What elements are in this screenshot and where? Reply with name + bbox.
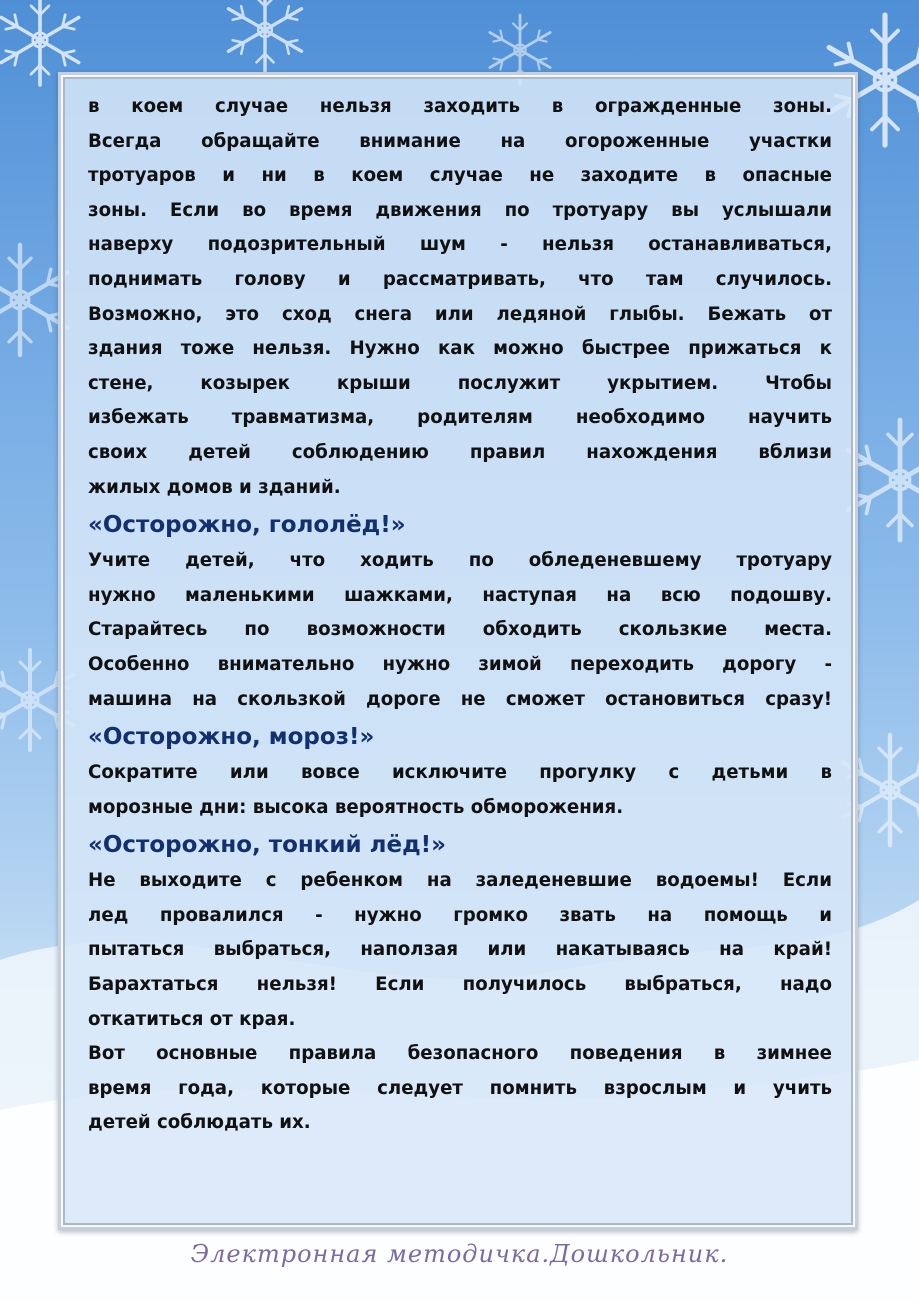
text-line: здания тоже нельзя. Нужно как можно быстрее прижаться к — [88, 338, 832, 360]
text-line: Вот основные правила безопасного поведения в зимнее — [88, 1043, 832, 1065]
text-line: Барахтаться нельзя! Если получилось выбраться, надо — [88, 974, 832, 996]
text-line: откатиться от края. — [88, 1008, 296, 1030]
section-thin-ice-paragraph — [88, 864, 832, 1037]
text-line: Не выходите с ребенком на заледеневшие водоемы! Если — [88, 870, 832, 892]
text-line: стене, козырек крыши послужит укрытием. Чтобы — [88, 372, 832, 394]
text-line: нужно маленькими шажками, наступая на всю подошву. — [88, 584, 832, 606]
text-line: машина на скользкой дороге не сможет остановиться сразу! — [88, 688, 832, 710]
footer-caption: Электронная методичка.Дошкольник. — [190, 1240, 729, 1268]
text-line: лед провалился - нужно громко звать на помощь и — [88, 904, 832, 926]
text-line: жилых домов и зданий. — [88, 476, 341, 498]
text-line: Всегда обращайте внимание на огороженные участки — [88, 130, 832, 152]
text-line: в коем случае нельзя заходить в огражденные зоны. — [88, 96, 832, 117]
text-line: Особенно внимательно нужно зимой переходить дорогу - — [88, 653, 832, 675]
text-line: Возможно, это сход снега или ледяной глыбы. Бежать от — [88, 303, 832, 325]
closing-paragraph — [88, 1037, 832, 1141]
text-line: Старайтесь по возможности обходить скользкие места. — [88, 619, 832, 641]
text-line: поднимать голову и рассматривать, что там случилось. — [88, 268, 832, 290]
text-line: Учите детей, что ходить по обледеневшему тротуару — [88, 550, 832, 572]
text-line: Сократите или вовсе исключите прогулку с детьми в — [88, 762, 832, 784]
section-heading-thin-ice: «Осторожно, тонкий лёд!» — [88, 832, 447, 859]
section-ice-paragraph — [88, 544, 832, 717]
intro-paragraph — [88, 90, 832, 505]
text-line: наверху подозрительный шум - нельзя останавливаться, — [88, 234, 832, 256]
text-line: пытаться выбраться, наползая или накатываясь на край! — [88, 939, 832, 961]
snowflake-icon — [848, 420, 919, 540]
text-line: время года, которые следует помнить взрослым и учить — [88, 1077, 832, 1099]
document-body — [88, 90, 832, 1141]
snowflake-icon — [228, 0, 301, 72]
text-line: тротуаров и ни в коем случае не заходите в опасные — [88, 165, 832, 187]
section-heading-ice: «Осторожно, гололёд!» — [88, 512, 406, 539]
text-line: своих детей соблюдению правил нахождения вблизи — [88, 441, 832, 463]
text-line: детей соблюдать их. — [88, 1112, 311, 1134]
text-line: морозные дни: высока вероятность обморожения. — [88, 796, 624, 818]
section-frost-paragraph — [88, 756, 832, 825]
section-heading-frost: «Осторожно, мороз!» — [88, 724, 375, 751]
text-line: избежать травматизма, родителям необходимо научить — [88, 407, 832, 429]
text-line: зоны. Если во время движения по тротуару вы услышали — [88, 199, 832, 221]
